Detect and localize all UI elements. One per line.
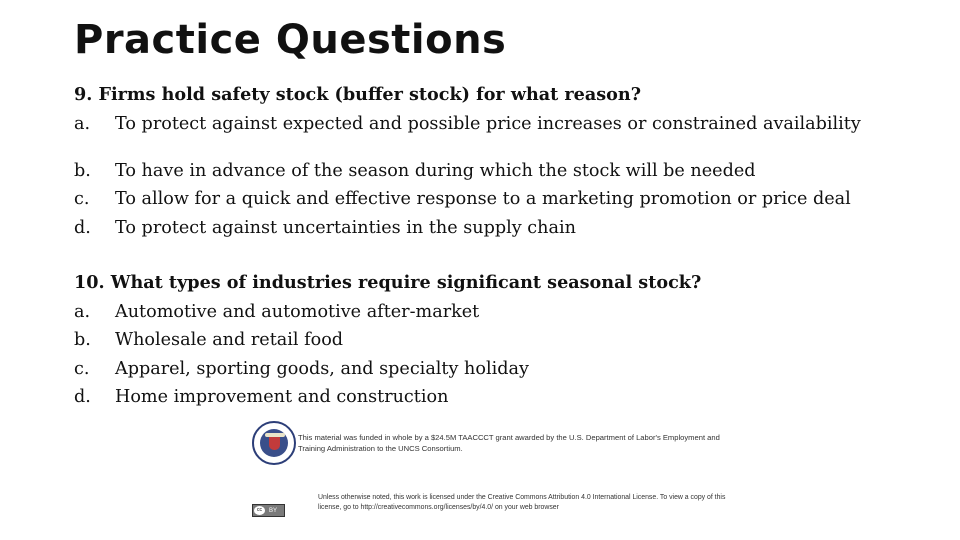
option-letter: c.: [74, 189, 90, 209]
answer-option-d: [74, 214, 904, 243]
answer-option-c: [74, 355, 904, 384]
license-notice: [252, 493, 726, 523]
option-letter: a.: [74, 113, 91, 134]
answer-option-d: [74, 383, 904, 412]
license-text: Unless otherwise noted, this work is licensed under the Creative Commons Attribution 4.0 International License. To view a copy of this license, go to http://creativecommons.org/licenses/by/4.0/ on your web browser: [318, 494, 726, 511]
option-text: Home improvement and construction: [115, 387, 449, 407]
option-letter: d.: [74, 387, 91, 407]
option-text: To protect against uncertainties in the supply chain: [115, 217, 576, 238]
option-letter: a.: [74, 301, 91, 322]
question-prompt: 10. What types of industries require significant seasonal stock?: [74, 272, 702, 293]
option-text: To allow for a quick and effective response to a marketing promotion or price deal: [115, 189, 851, 209]
option-text: Automotive and automotive after-market: [115, 301, 480, 322]
slide-title: Practice Questions: [74, 17, 507, 63]
answer-option-b: [74, 326, 904, 355]
answer-option-c: [74, 185, 904, 214]
answer-option-a: [74, 298, 904, 327]
option-letter: c.: [74, 358, 90, 379]
option-text: Wholesale and retail food: [115, 330, 344, 350]
option-letter: b.: [74, 330, 91, 350]
department-of-labor-seal-icon: [252, 421, 296, 465]
answer-option-a: [74, 110, 904, 157]
creative-commons-by-icon: [252, 504, 285, 517]
cc-label: cc: [254, 506, 265, 515]
option-letter: d.: [74, 217, 91, 238]
question-prompt: 9. Firms hold safety stock (buffer stock) for what reason?: [74, 84, 642, 105]
option-text: To protect against expected and possible price increases or constrained availability: [115, 113, 861, 134]
option-text: To have in advance of the season during which the stock will be needed: [115, 160, 756, 181]
funding-notice: [252, 421, 720, 471]
question-10: [74, 269, 904, 412]
funding-text: This material was funded in whole by a $24.5M TAACCCT grant awarded by the U.S. Department of Labor's Employment and Training Administration to the UNCS Consortium.: [298, 433, 720, 453]
by-label: BY: [269, 507, 278, 514]
answer-option-b: [74, 157, 904, 186]
option-letter: b.: [74, 160, 91, 181]
question-9: [74, 81, 904, 242]
option-text: Apparel, sporting goods, and specialty holiday: [115, 358, 529, 379]
